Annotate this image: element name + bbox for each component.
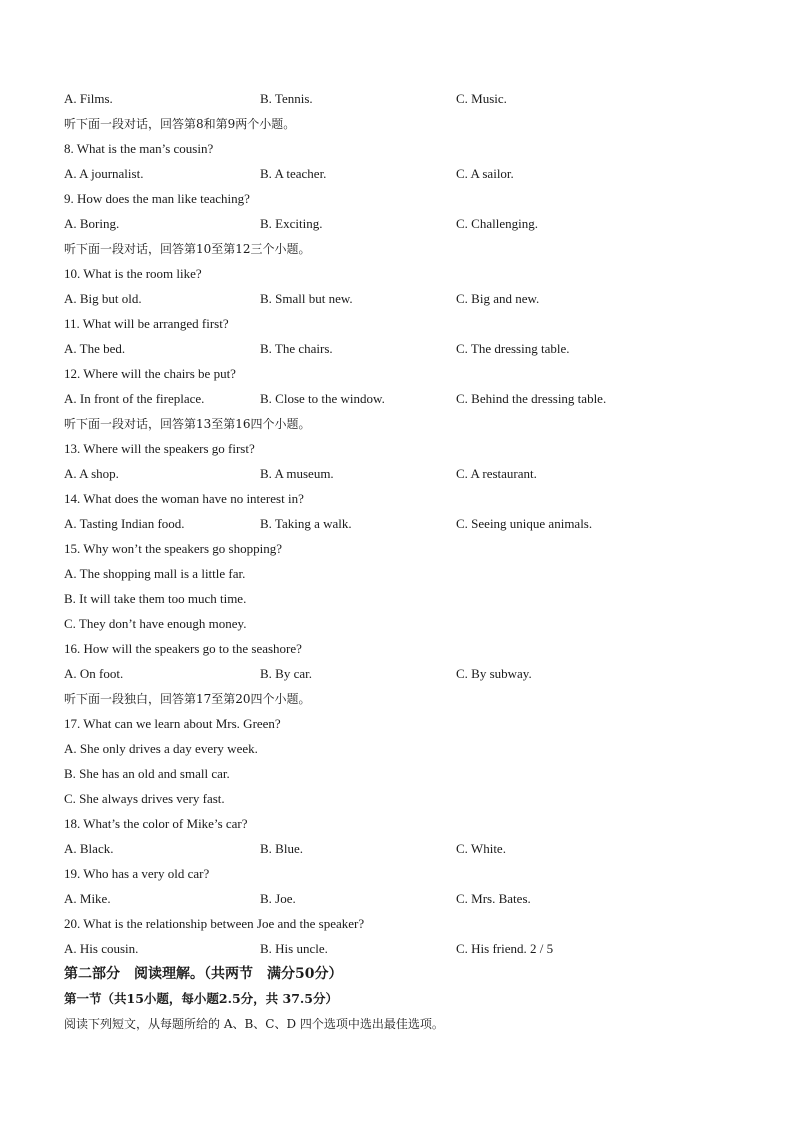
answer-option: B. It will take them too much time.: [64, 591, 247, 606]
option-a: A. Mike.: [64, 891, 111, 906]
answer-options-row: [64, 289, 754, 309]
option-b: B. The chairs.: [260, 341, 333, 356]
answer-options-row: [64, 839, 754, 859]
answer-option: B. She has an old and small car.: [64, 766, 230, 781]
option-a: A. Black.: [64, 841, 114, 856]
option-a: A. Boring.: [64, 216, 120, 231]
question-stem: 8. What is the man’s cousin?: [64, 141, 214, 156]
question-stem: 12. Where will the chairs be put?: [64, 366, 236, 381]
option-b: B. His uncle.: [260, 941, 328, 956]
option-c: C. A restaurant.: [456, 466, 537, 481]
option-a: A. Tasting Indian food.: [64, 516, 185, 531]
answer-options-row: [64, 664, 754, 684]
option-a: A. In front of the fireplace.: [64, 391, 205, 406]
option-b: B. Blue.: [260, 841, 303, 856]
answer-option: A. She only drives a day every week.: [64, 741, 258, 756]
option-b: B. Taking a walk.: [260, 516, 352, 531]
answer-options-row: [64, 889, 754, 909]
option-b: B. A museum.: [260, 466, 334, 481]
option-b: B. Joe.: [260, 891, 296, 906]
question-stem: 18. What’s the color of Mike’s car?: [64, 816, 248, 831]
question-stem: 16. How will the speakers go to the seashore?: [64, 641, 302, 656]
option-a: A. Films.: [64, 91, 113, 106]
option-a: A. The bed.: [64, 341, 126, 356]
option-b: B. Small but new.: [260, 291, 353, 306]
section-instruction: 听下面一段对话，回答第13至第16四个小题。: [64, 417, 311, 431]
option-c: C. A sailor.: [456, 166, 514, 181]
question-stem: 14. What does the woman have no interest in?: [64, 491, 304, 506]
option-c: C. By subway.: [456, 666, 532, 681]
option-c: C. Seeing unique animals.: [456, 516, 593, 531]
question-stem: 13. Where will the speakers go first?: [64, 441, 255, 456]
answer-options-row: [64, 389, 754, 409]
section-instruction: 听下面一段对话，回答第10至第12三个小题。: [64, 242, 311, 256]
option-b: B. Close to the window.: [260, 391, 385, 406]
option-b: B. By car.: [260, 666, 312, 681]
option-c: C. White.: [456, 841, 506, 856]
option-a: A. On foot.: [64, 666, 124, 681]
option-c: C. Challenging.: [456, 216, 538, 231]
answer-options-row: [64, 164, 754, 184]
option-a: A. A journalist.: [64, 166, 144, 181]
answer-options-row: [64, 514, 754, 534]
answer-option: C. She always drives very fast.: [64, 791, 225, 806]
option-b: B. Tennis.: [260, 91, 313, 106]
question-stem: 11. What will be arranged first?: [64, 316, 229, 331]
answer-options-row: [64, 939, 754, 959]
option-c: C. Big and new.: [456, 291, 540, 306]
section-instruction: 听下面一段独白，回答第17至第20四个小题。: [64, 692, 311, 706]
option-a: A. Big but old.: [64, 291, 142, 306]
question-stem: 17. What can we learn about Mrs. Green?: [64, 716, 281, 731]
option-c: C. Music.: [456, 91, 507, 106]
question-stem: 10. What is the room like?: [64, 266, 202, 281]
option-c: C. Behind the dressing table.: [456, 391, 607, 406]
option-b: B. A teacher.: [260, 166, 327, 181]
question-stem: 20. What is the relationship between Joe and the speaker?: [64, 916, 365, 931]
option-a: A. A shop.: [64, 466, 119, 481]
section-instruction: 阅读下列短文，从每题所给的 A、B、C、D 四个选项中选出最佳选项。: [64, 1017, 444, 1031]
option-a: A. His cousin.: [64, 941, 139, 956]
section-heading: 第一节（共15小题，每小题2.5分，共 37.5分）: [64, 991, 338, 1006]
answer-options-row: [64, 339, 754, 359]
answer-options-row: [64, 214, 754, 234]
option-b: B. Exciting.: [260, 216, 323, 231]
option-c: C. Mrs. Bates.: [456, 891, 531, 906]
option-c: C. His friend. 2 / 5: [456, 941, 554, 956]
answer-options-row: [64, 464, 754, 484]
question-stem: 19. Who has a very old car?: [64, 866, 210, 881]
answer-options-row: [64, 89, 754, 109]
section-instruction: 听下面一段对话，回答第8和第9两个小题。: [64, 117, 296, 131]
answer-option: A. The shopping mall is a little far.: [64, 566, 246, 581]
option-c: C. The dressing table.: [456, 341, 570, 356]
question-stem: 9. How does the man like teaching?: [64, 191, 250, 206]
question-stem: 15. Why won’t the speakers go shopping?: [64, 541, 282, 556]
answer-option: C. They don’t have enough money.: [64, 616, 247, 631]
part-heading: 第二部分 阅读理解。（共两节 满分50分）: [64, 966, 343, 982]
